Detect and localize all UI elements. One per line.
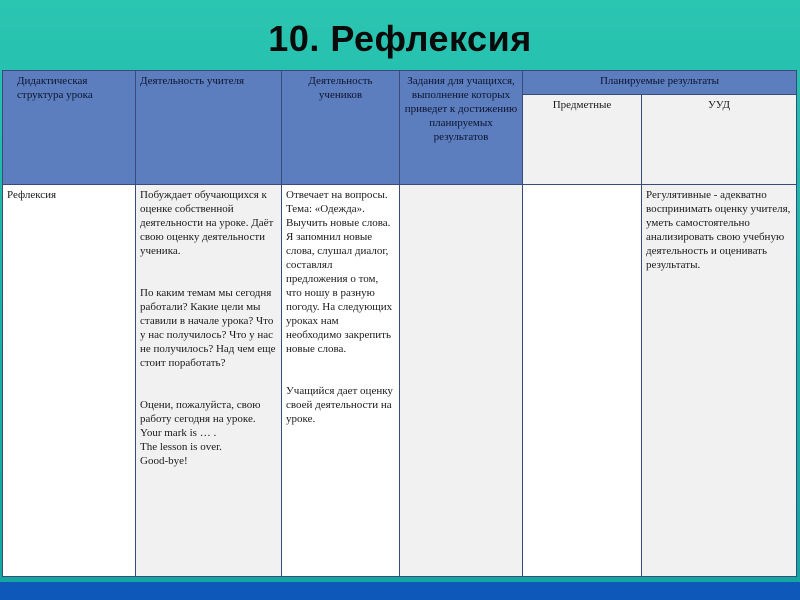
header-subject-results: Предметные	[523, 95, 642, 185]
students-text-1: Отвечает на вопросы. Тема: «Одежда». Выучить новые слова. Я запомнил новые слова, слушал диалог, составлял предложения о том, что ношу в разную погоду. На следующих уроках нам необходимо закрепить новые слова.	[286, 189, 393, 355]
cell-teacher-activity	[136, 185, 282, 577]
cell-tasks	[400, 185, 523, 577]
teacher-text-6: Good-bye!	[140, 455, 188, 467]
cell-student-activity	[282, 185, 400, 577]
table-row	[3, 185, 797, 577]
header-teacher-activity: Деятельность учителя	[136, 71, 282, 185]
teacher-text-4: Your mark is … .	[140, 427, 217, 439]
header-didactic-structure: Дидактическая структура урока	[3, 71, 136, 185]
header-uud: УУД	[642, 95, 797, 185]
teacher-text-2: По каким темам мы сегодня работали? Какие цели мы ставили в начале урока? Что у нас получилось? Что у нас не получилось? Над чем еще стоит поработать?	[140, 287, 276, 369]
cell-stage: Рефлексия	[3, 185, 136, 577]
students-text-2: Учащийся дает оценку своей деятельности на уроке.	[286, 385, 393, 425]
spacer	[286, 356, 395, 370]
cell-subject-results	[523, 185, 642, 577]
teacher-text-3: Оцени, пожалуйста, свою работу сегодня на уроке.	[140, 399, 261, 425]
spacer	[286, 370, 395, 384]
header-tasks: Задания для учащихся, выполнение которых приведет к достижению планируемых результатов	[400, 71, 523, 185]
lesson-table-wrapper	[2, 70, 796, 577]
spacer	[140, 272, 277, 286]
header-student-activity: Деятельность учеников	[282, 71, 400, 185]
spacer	[140, 258, 277, 272]
lesson-table	[2, 70, 797, 577]
teacher-text-1: Побуждает обучающихся к оценке собственной деятельности на уроке. Даёт свою оценку деятельности ученика.	[140, 189, 274, 257]
header-planned-results: Планируемые результаты	[523, 71, 797, 95]
cell-uud: Регулятивные - адекватно воспринимать оценку учителя, уметь самостоятельно анализировать свою учебную деятельность и оценивать результаты.	[642, 185, 797, 577]
spacer	[140, 370, 277, 384]
slide-title: 10. Рефлексия	[268, 18, 532, 59]
spacer	[140, 384, 277, 398]
bottom-bar	[0, 582, 800, 600]
teacher-text-5: The lesson is over.	[140, 441, 222, 453]
